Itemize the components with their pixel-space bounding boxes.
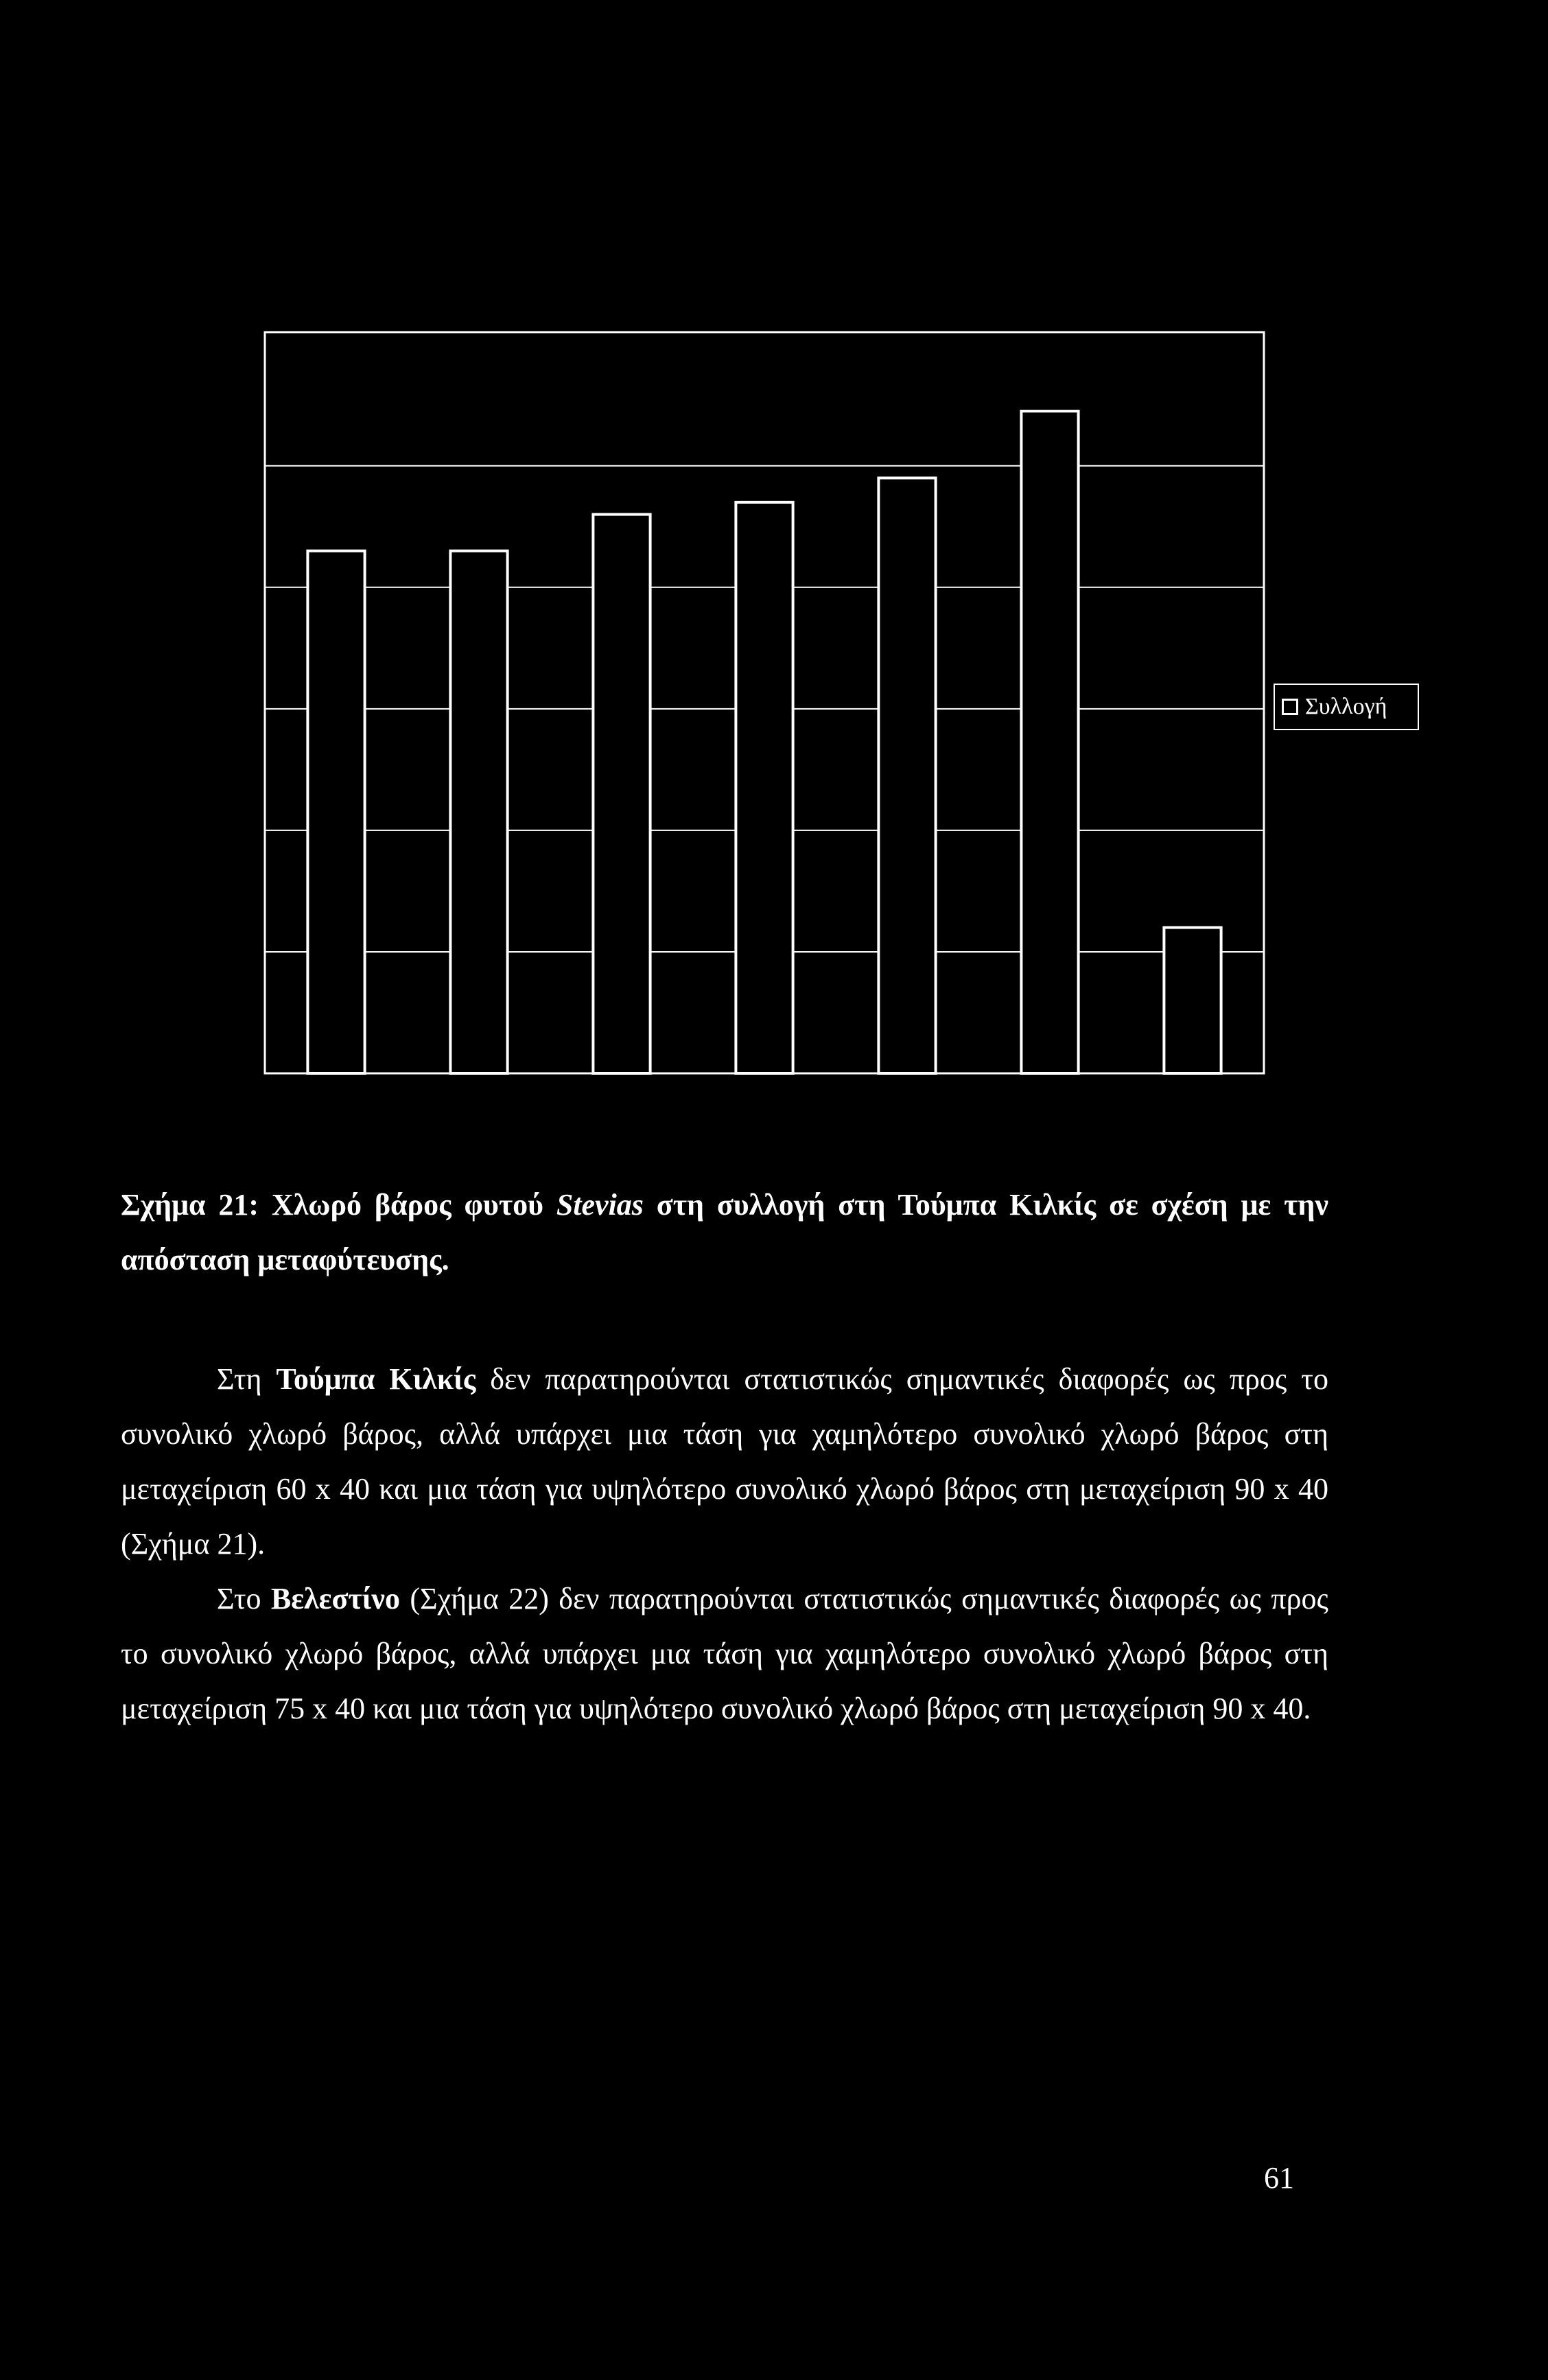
- caption-prefix: Σχήμα 21: Χλωρό βάρος φυτού: [121, 1188, 556, 1222]
- paragraph1-location: Τούμπα Κιλκίς: [276, 1362, 476, 1396]
- caption-suffix: στη συλλογή στη Τούμπα Κιλκίς σε σχέση με την απόσταση μεταφύτευσης.: [121, 1188, 1329, 1276]
- bar-7: [1164, 928, 1221, 1073]
- paragraph2-body: (Σχήμα 22) δεν παρατηρούνται στατιστικώς σημαντικές διαφορές ως προς το συνολικό χλωρό βάρος, αλλά υπάρχει μια τάση για χαμηλότερο συνολικό χλωρό βάρος στη μεταχείριση 75 x 40 και μια τάση για υψηλότερο συνολικό χλωρό βάρος στη μεταχείριση 90 x 40.: [121, 1582, 1328, 1725]
- caption-species: Stevias: [556, 1188, 644, 1222]
- page-number: 61: [1264, 2161, 1294, 2195]
- paragraph1-start: Στη: [217, 1362, 277, 1396]
- bar-5: [878, 478, 935, 1073]
- bar-3: [593, 515, 650, 1073]
- figure-caption: [121, 1178, 1328, 1287]
- legend-label: Συλλογή: [1305, 694, 1387, 719]
- bar-1: [307, 551, 364, 1073]
- chart-legend: [1274, 684, 1419, 730]
- bar-6: [1021, 411, 1078, 1073]
- paragraph2-location: Βελεστίνο: [270, 1582, 400, 1615]
- legend-swatch-icon: [1282, 699, 1298, 715]
- bars: [307, 411, 1221, 1073]
- bar-2: [450, 551, 507, 1073]
- paragraph-velestino: [121, 1572, 1328, 1736]
- paragraph-toumpa: [121, 1352, 1328, 1572]
- bar-4: [736, 502, 793, 1073]
- paragraph2-start: Στο: [217, 1582, 271, 1615]
- bar-chart: [0, 0, 1548, 1098]
- paragraph1-body: δεν παρατηρούνται στατιστικώς σημαντικές διαφορές ως προς το συνολικό χλωρό βάρος, αλλά υπάρχει μια τάση για χαμηλότερο συνολικό χλωρό βάρος στη μεταχείριση 60 x 40 και μια τάση για υψηλότερο συνολικό χλωρό βάρος στη μεταχείριση 90 x 40 (Σχήμα 21).: [121, 1362, 1328, 1561]
